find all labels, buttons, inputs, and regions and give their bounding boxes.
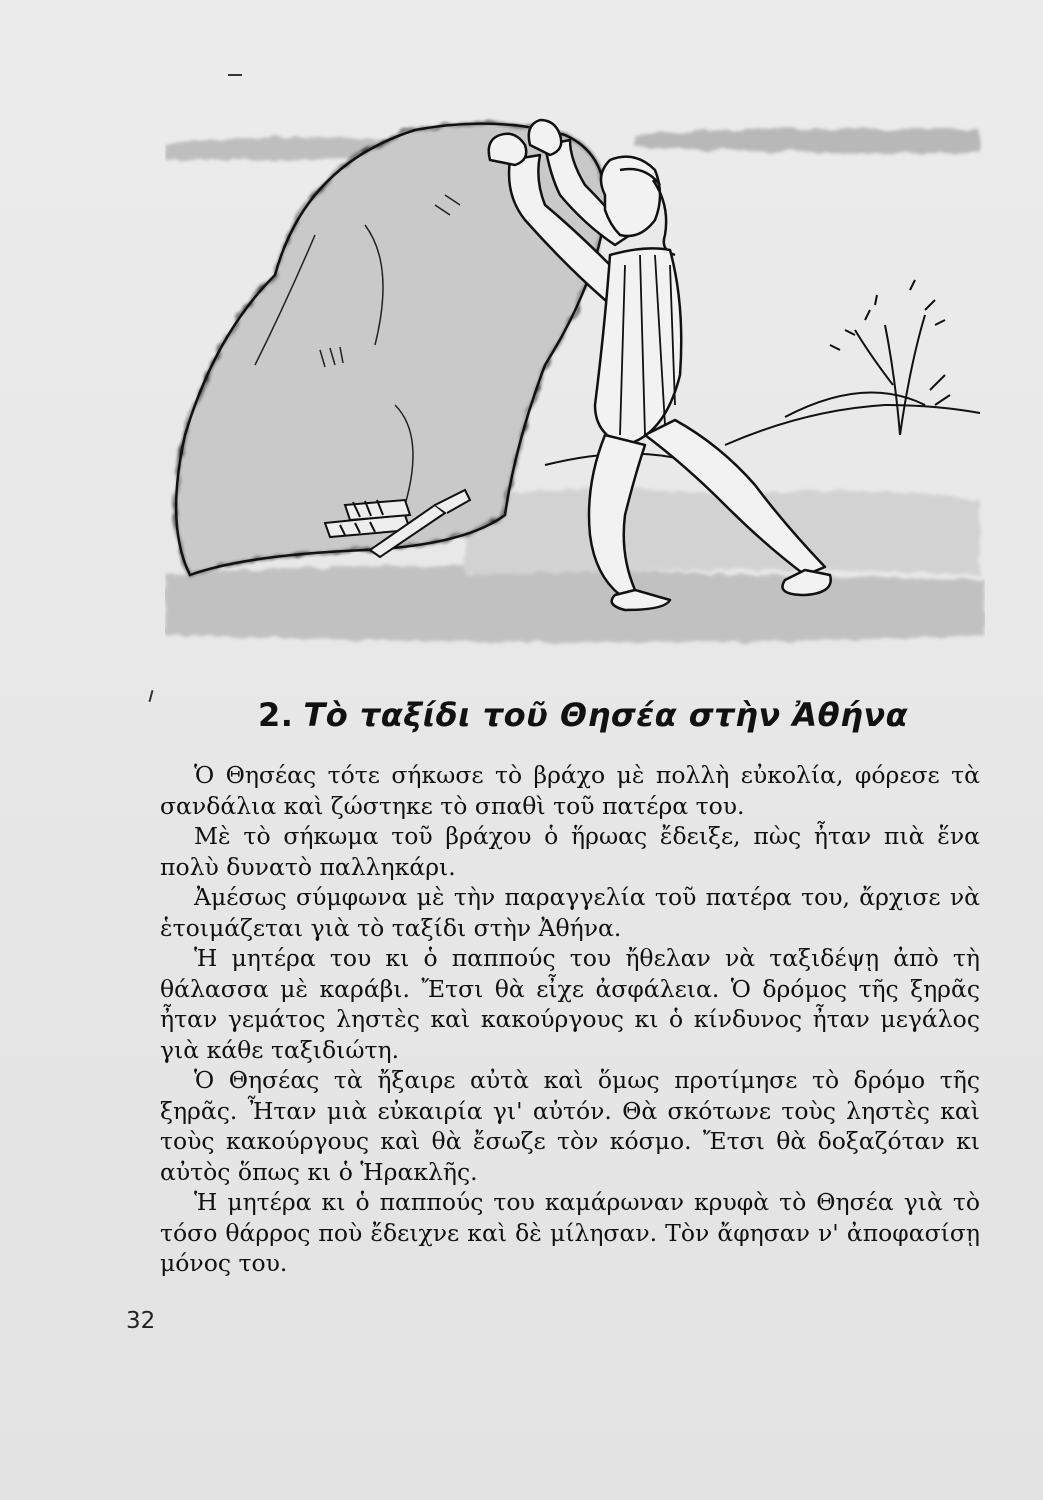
print-mark [148,690,153,702]
chapter-title: Τὸ ταξίδι τοῦ Θησέα στὴν Ἀθήνα [303,696,909,734]
chapter-heading [258,696,938,734]
paragraph: Ὁ Θησέας τότε σήκωσε τὸ βράχο μὲ πολλὴ εὐκολία, φόρεσε τὰ σανδάλια καὶ ζώστηκε τὸ σπαθὶ τοῦ πατέρα του. [160,761,980,820]
print-mark [228,74,242,76]
chapter-number: 2. [258,696,294,734]
paragraph: Ἀμέσως σύμφωνα μὲ τὴν παραγγελία τοῦ πατέρα του, ἄρχισε νὰ ἑτοιμάζεται γιὰ τὸ ταξίδι στὴν Ἀθήνα. [160,883,980,942]
chapter-body [160,760,980,1279]
paragraph: Ὁ Θησέας τὰ ἤξαιρε αὐτὰ καὶ ὅμως προτίμησε τὸ δρόμο τῆς ξηρᾶς. Ἦταν μιὰ εὐκαιρία γι' αὐτόν. Θὰ σκότωνε τοὺς ληστὲς καὶ τοὺς κακούργους καὶ θὰ ἔσωζε τὸν κόσμο. Ἔτσι θὰ δοξαζόταν κι αὐτὸς ὅπως κι ὁ Ἡρακλῆς. [160,1066,980,1186]
paragraph: Ἡ μητέρα του κι ὁ παππούς του ἤθελαν νὰ ταξιδέψῃ ἀπὸ τὴ θάλασσα μὲ καράβι. Ἔτσι θὰ εἶχε ἀσφάλεια. Ὁ δρόμος τῆς ξηρᾶς ἦταν γεμάτος ληστὲς καὶ κακούργους κι ὁ κίνδυνος ἦταν μεγάλος γιὰ κάθε ταξιδιώτη. [160,944,980,1064]
paragraph: Ἡ μητέρα κι ὁ παππούς του καμάρωναν κρυφὰ τὸ Θησέα γιὰ τὸ τόσο θάρρος ποὺ ἔδειχνε καὶ δὲ μίλησαν. Τὸν ἄφησαν ν' ἀποφασίσῃ μόνος του. [160,1188,980,1277]
tree [830,280,950,435]
paragraph: Μὲ τὸ σήκωμα τοῦ βράχου ὁ ἥρωας ἔδειξε, πὼς ἦταν πιὰ ἕνα πολὺ δυνατὸ παλληκάρι. [160,822,980,881]
page-number: 32 [126,1308,156,1334]
theseus-lifting-rock-illustration [165,105,985,650]
